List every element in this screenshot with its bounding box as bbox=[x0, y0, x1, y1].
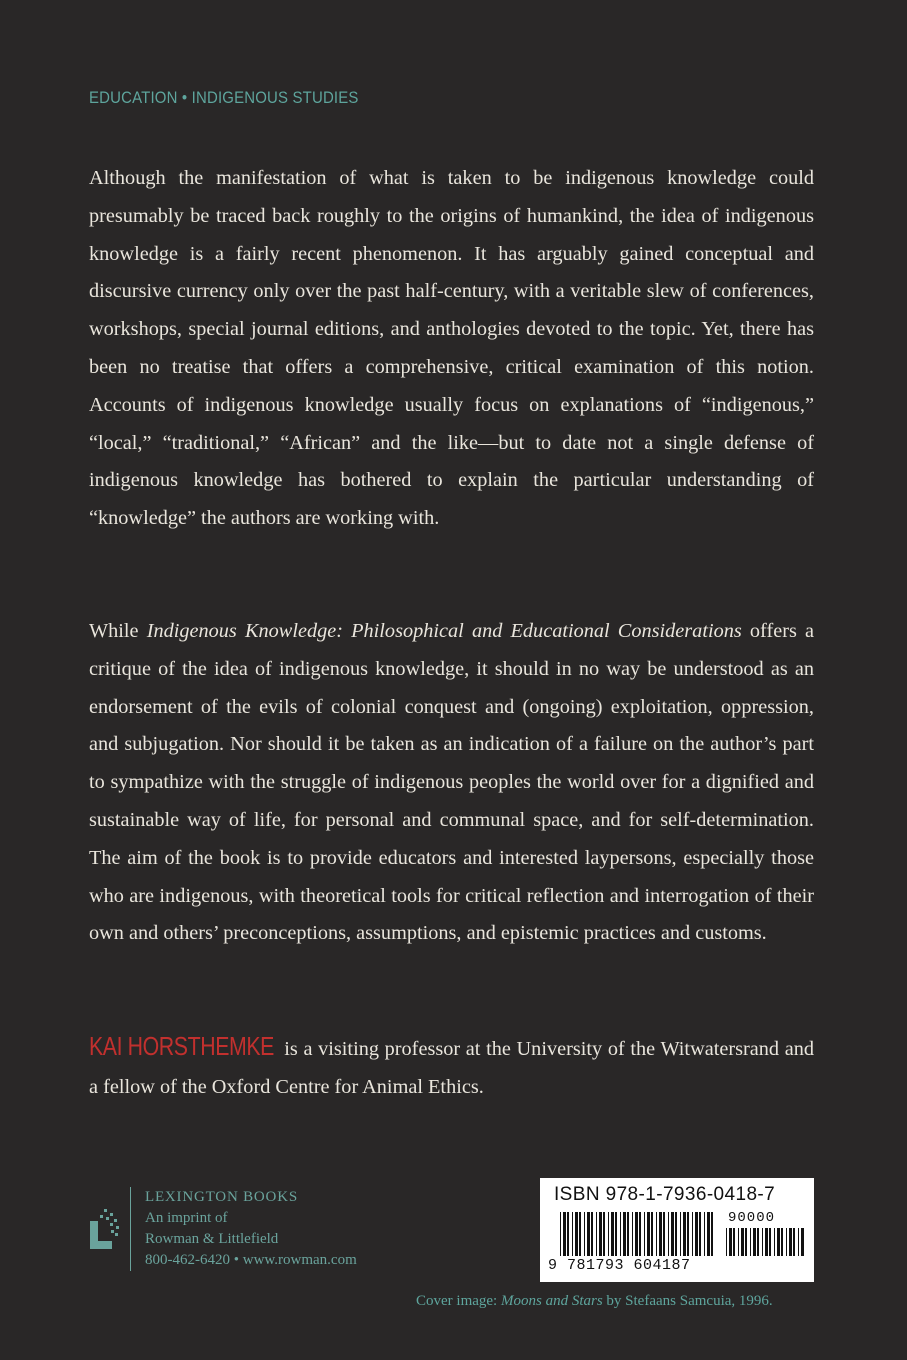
barcode-bar bbox=[750, 1228, 751, 1256]
category-label: EDUCATION • INDIGENOUS STUDIES bbox=[89, 88, 359, 107]
barcode-bar bbox=[704, 1212, 705, 1256]
barcode-bar bbox=[774, 1228, 775, 1256]
barcode-bar bbox=[596, 1212, 597, 1256]
barcode-bar bbox=[623, 1212, 626, 1256]
barcode-bar bbox=[757, 1228, 759, 1256]
barcode-bar bbox=[738, 1228, 739, 1256]
barcode-bar bbox=[608, 1212, 609, 1256]
barcode-bar bbox=[563, 1212, 566, 1256]
barcode-bar bbox=[659, 1212, 662, 1256]
isbn-label: ISBN 978-1-7936-0418-7 bbox=[554, 1184, 776, 1205]
barcode-bar bbox=[733, 1228, 735, 1256]
barcode-bar bbox=[603, 1212, 605, 1256]
barcode-bar bbox=[707, 1212, 710, 1256]
barcode-bar bbox=[692, 1212, 693, 1256]
barcode-bar bbox=[663, 1212, 665, 1256]
barcode-bar bbox=[769, 1228, 771, 1256]
barcode-bar bbox=[647, 1212, 650, 1256]
barcode-bar bbox=[639, 1212, 641, 1256]
barcode-bar bbox=[651, 1212, 653, 1256]
barcode-bar bbox=[627, 1212, 629, 1256]
barcode-bar bbox=[584, 1212, 585, 1256]
barcode-bar bbox=[560, 1212, 561, 1256]
barcode-bar bbox=[781, 1228, 783, 1256]
publisher-contact: 800-462-6420 • www.rowman.com bbox=[145, 1252, 357, 1268]
barcode-bar bbox=[680, 1212, 681, 1256]
credit-lead: Cover image: bbox=[416, 1293, 501, 1309]
barcode-bar bbox=[789, 1228, 792, 1256]
barcode-bar bbox=[599, 1212, 602, 1256]
description-paragraph-2 bbox=[89, 613, 814, 953]
barcode-bar bbox=[615, 1212, 617, 1256]
barcode-bar bbox=[699, 1212, 701, 1256]
barcode-bar bbox=[762, 1228, 763, 1256]
publisher-block bbox=[88, 1187, 357, 1271]
barcode-bar bbox=[798, 1228, 799, 1256]
lexington-logo-icon bbox=[88, 1203, 122, 1253]
barcode-bar bbox=[635, 1212, 638, 1256]
barcode-bar bbox=[575, 1212, 578, 1256]
author-bio-text: is a visiting professor at the University of the Witwatersrand and a fellow of the Oxford Centre for Animal Ethics. bbox=[89, 1038, 814, 1098]
book-title: Indigenous Knowledge: Philosophical and Educational Considerations bbox=[146, 620, 742, 642]
barcode-bar bbox=[726, 1228, 727, 1256]
barcode-bar bbox=[683, 1212, 686, 1256]
barcode-bar bbox=[591, 1212, 593, 1256]
barcode-bar bbox=[687, 1212, 689, 1256]
author-name: KAI HORSTHEMKE bbox=[89, 1031, 274, 1061]
publisher-imprint: An imprint of bbox=[145, 1210, 228, 1226]
price-code: 90000 bbox=[728, 1210, 776, 1226]
cover-credit bbox=[416, 1293, 773, 1310]
barcode-bar bbox=[777, 1228, 780, 1256]
barcode-bar bbox=[644, 1212, 645, 1256]
barcode-bar bbox=[745, 1228, 747, 1256]
barcode-bar bbox=[611, 1212, 614, 1256]
barcode-bar bbox=[753, 1228, 756, 1256]
author-bio bbox=[89, 1028, 814, 1107]
description-paragraph-1: Although the manifestation of what is taken to be indigenous knowledge could presumably be traced back roughly to the origins of humankind, the idea of indigenous knowledge is a fairly recent phenomenon. It has arguably gained conceptual and discursive currency only over the past half-century, with a veritable slew of conferences, workshops, special journal editions, and anthologies devoted to the topic. Yet, there has been no treatise that offers a comprehensive, critical examination of this notion. Accounts of indigenous knowledge usually focus on explanations of “indigenous,” “local,” “traditional,” “African” and the like—but to date not a single defense of indigenous knowledge has bothered to explain the particular understanding of “knowledge” the authors are working with. bbox=[89, 167, 814, 530]
barcode-bar bbox=[675, 1212, 677, 1256]
publisher-parent: Rowman & Littlefield bbox=[145, 1231, 279, 1247]
credit-artwork-title: Moons and Stars bbox=[500, 1293, 603, 1309]
barcode-bar bbox=[587, 1212, 590, 1256]
barcode-digits: 9 781793 604187 bbox=[548, 1257, 691, 1274]
barcode-bar bbox=[786, 1228, 787, 1256]
barcode-bar bbox=[668, 1212, 669, 1256]
barcode-bar bbox=[567, 1212, 569, 1256]
barcode-bar bbox=[572, 1212, 573, 1256]
barcode-bar bbox=[632, 1212, 633, 1256]
barcode-bar bbox=[793, 1228, 795, 1256]
paragraph-2-rest: offers a critique of the idea of indigenous knowledge, it should in no way be understood as an endorsement of the evils of colonial conquest and (ongoing) exploitation, oppression, and subjugation. Nor should it be taken as an indication of a failure on the author’s part to sympathize with the struggle of indigenous peoples the world over for a dignified and sustainable way of life, for personal and communal space, and for self-determination. The aim of the book is to provide educators and interested laypersons, especially those who are indigenous, with theoretical tools for critical reflection and interrogation of their own and others’ preconceptions, assumptions, and epistemic practices and customs. bbox=[89, 620, 814, 945]
barcode-bar bbox=[671, 1212, 674, 1256]
barcode-bar bbox=[695, 1212, 698, 1256]
barcode-bar bbox=[801, 1228, 804, 1256]
barcode-bar bbox=[579, 1212, 581, 1256]
paragraph-2-lead: While bbox=[89, 620, 147, 642]
barcode-bar bbox=[729, 1228, 732, 1256]
publisher-name: LEXINGTON BOOKS bbox=[145, 1189, 298, 1205]
publisher-info bbox=[145, 1187, 357, 1271]
barcode-bar bbox=[656, 1212, 657, 1256]
credit-rest: by Stefaans Samcuia, 1996. bbox=[602, 1293, 773, 1309]
publisher-divider bbox=[130, 1187, 131, 1271]
isbn-barcode bbox=[540, 1178, 814, 1282]
barcode-bar bbox=[620, 1212, 621, 1256]
barcode-bar bbox=[741, 1228, 744, 1256]
barcode-bar bbox=[711, 1212, 713, 1256]
barcode-bar bbox=[765, 1228, 768, 1256]
